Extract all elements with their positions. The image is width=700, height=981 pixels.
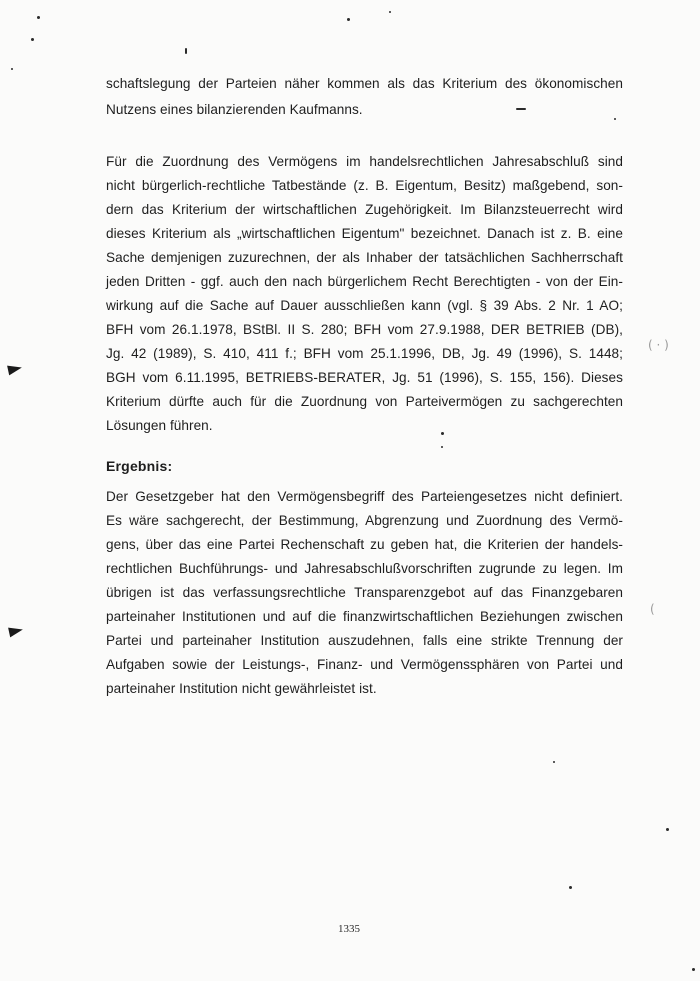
scan-speck (666, 828, 669, 831)
text-line: parteinaher Institution nicht gewährleistet ist. (106, 681, 377, 696)
scan-speck (11, 68, 13, 70)
text-line: Der Gesetzgeber hat den Vermögensbegriff des Parteiengesetzes nicht definiert. (106, 489, 623, 504)
text-line: parteinaher Institutionen und auf die finanzwirtschaftlichen Beziehungen zwischen (106, 609, 623, 624)
margin-arrow-mark (8, 625, 24, 638)
scan-speck (553, 761, 555, 763)
text-line: rechtlichen Buchführungs- und Jahresabschlußvorschriften zugrunde zu legen. Im (106, 561, 623, 576)
scan-speck (614, 118, 616, 120)
text-line: Nutzens eines bilanzierenden Kaufmanns. (106, 102, 363, 117)
scan-speck (441, 432, 444, 435)
scan-speck (389, 11, 391, 13)
text-line: jeden Dritten - ggf. auch den nach bürgerlichem Recht Berechtigten - von der Ein- (106, 274, 623, 289)
scan-speck (441, 446, 443, 448)
margin-bracket-mark: ( (650, 602, 655, 616)
text-line: Kriterium dürfte auch für die Zuordnung von Parteivermögen zu sachgerechten (106, 394, 623, 409)
text-line: nicht bürgerlich-rechtliche Tatbestände (z. B. Eigentum, Besitz) maßgebend, son- (106, 178, 623, 193)
page-number: 1335 (338, 923, 360, 935)
text-line: schaftslegung der Parteien näher kommen als das Kriterium des ökonomischen (106, 76, 623, 91)
result-heading: Ergebnis: (106, 458, 173, 474)
text-line: Lösungen führen. (106, 418, 213, 433)
text-line: wirkung auf die Sache auf Dauer ausschließen kann (vgl. § 39 Abs. 2 Nr. 1 AO; (106, 298, 623, 313)
text-line: Für die Zuordnung des Vermögens im handelsrechtlichen Jahresabschluß sind (106, 154, 623, 169)
text-line: Partei und parteinaher Institution auszudehnen, falls eine strikte Trennung der (106, 633, 623, 648)
text-line: BGH vom 6.11.1995, BETRIEBS-BERATER, Jg. 51 (1996), S. 155, 156). Dieses (106, 370, 623, 385)
text-line: gens, über das eine Partei Rechenschaft zu geben hat, die Kriterien der handels- (106, 537, 623, 552)
scan-speck (347, 18, 350, 21)
margin-bracket-mark: ( · ) (648, 338, 669, 352)
scan-speck (185, 48, 187, 54)
text-line: dern das Kriterium der wirtschaftlichen Zugehörigkeit. Im Bilanzsteuerrecht wird (106, 202, 623, 217)
text-line: dieses Kriterium als „wirtschaftlichen Eigentum" bezeichnet. Danach ist z. B. eine (106, 226, 623, 241)
text-line: BFH vom 26.1.1978, BStBl. II S. 280; BFH vom 27.9.1988, DER BETRIEB (DB), (106, 322, 623, 337)
text-line: übrigen ist das verfassungsrechtliche Transparenzgebot auf das Finanzgebaren (106, 585, 623, 600)
scan-speck (37, 16, 40, 19)
text-line: Sache demjenigen zuzurechnen, der als Inhaber der tatsächlichen Sachherrschaft (106, 250, 623, 265)
text-line: Es wäre sachgerecht, der Bestimmung, Abgrenzung und Zuordnung des Vermö- (106, 513, 623, 528)
scan-speck (569, 886, 572, 889)
text-line: Aufgaben sowie der Leistungs-, Finanz- und Vermögenssphären von Partei und (106, 657, 623, 672)
scan-speck (692, 968, 695, 971)
margin-arrow-mark (7, 363, 23, 376)
scan-speck (516, 108, 526, 110)
scan-speck (31, 38, 34, 41)
text-line: Jg. 42 (1989), S. 410, 411 f.; BFH vom 25.1.1996, DB, Jg. 49 (1996), S. 1448; (106, 346, 623, 361)
